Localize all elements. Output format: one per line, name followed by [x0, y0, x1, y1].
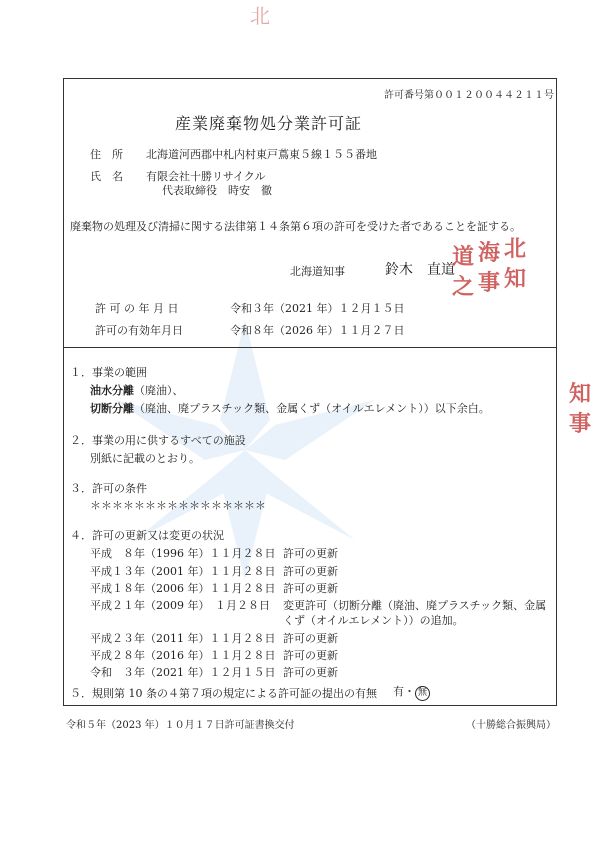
seal-fragment-char: 北: [250, 4, 270, 28]
section1-line2: [90, 400, 490, 416]
name-label: 氏 名: [90, 170, 123, 183]
section1-line1-rest: （廃油）、: [134, 384, 184, 397]
page-title: 産業廃棄物処分業許可証: [175, 114, 363, 133]
company-name: 有限会社十勝リサイクル: [146, 170, 266, 183]
section5-heading: ５．規則第 10 条の４第７項の規定による許可証の提出の有無: [70, 687, 377, 700]
issuer: （十勝総合振興局）: [466, 720, 556, 731]
section2-body: 別紙に記載のとおり。: [90, 452, 200, 465]
section1-line2-rest: （廃油、廃プラスチック類、金属くず（オイルエレメント））以下余白。: [134, 402, 490, 415]
history-date: 平成 ８年（1996 年）１１月２８日: [90, 547, 276, 560]
seal-char: 北: [504, 236, 527, 262]
section2-heading: ２．事業の用に供するすべての施設: [70, 434, 246, 447]
seal-char: 知: [569, 381, 592, 407]
valid-until: 令和８年（2026 年）１１月２７日: [230, 324, 405, 337]
history-date: 平成１８年（2006 年）１１月２８日: [90, 582, 276, 595]
history-desc: 許可の更新: [283, 565, 338, 578]
history-date: 平成２３年（2011 年）１１月２８日: [90, 632, 276, 645]
issue-note: 令和５年（2023 年）１０月１７日許可証書換交付: [66, 720, 295, 731]
history-desc: 許可の更新: [283, 582, 338, 595]
section1-heading: １．事業の範囲: [70, 366, 147, 379]
seal-char: 道: [452, 244, 475, 270]
governor-seal: [448, 232, 548, 317]
address-label: 住 所: [90, 148, 123, 161]
permit-date: 令和３年（2021 年）１２月１５日: [230, 302, 405, 315]
section3-body: ＊＊＊＊＊＊＊＊＊＊＊＊＊＊＊＊: [90, 499, 266, 512]
certification-statement: 廃棄物の処理及び清掃に関する法律第１４条第６項の許可を受けた者であることを証する。: [70, 220, 521, 233]
permit-date-label: 許 可 の 年 月 日: [95, 302, 179, 315]
top-seal-fragment: [250, 0, 310, 28]
history-date: 平成１３年（2001 年）１１月２８日: [90, 565, 276, 578]
edge-seal-fragment: [565, 375, 595, 465]
history-date: 令和 ３年（2021 年）１２月１５日: [90, 666, 276, 679]
history-date: 平成２８年（2016 年）１１月２８日: [90, 649, 276, 662]
valid-until-label: 許可の有効年月日: [95, 324, 183, 337]
history-desc: 許可の更新: [283, 666, 338, 679]
governor-name: 鈴木 直道: [385, 262, 455, 278]
seal-char: 之: [452, 274, 475, 300]
address-value: 北海道河西郡中札内村東戸蔦東５線１５５番地: [146, 148, 377, 161]
history-desc: 許可の更新: [283, 649, 338, 662]
submission-choice: [393, 683, 430, 701]
seal-char: 事: [478, 270, 501, 296]
history-desc: 許可の更新: [283, 547, 338, 560]
representative: 代表取締役 時安 徹: [162, 184, 272, 197]
choice-yes: 有: [393, 685, 404, 698]
section1-line1-bold: 油水分離: [90, 384, 134, 397]
permit-number: 許可番号第００１２００４４２１１号: [384, 90, 554, 101]
history-desc: 許可の更新: [283, 632, 338, 645]
section1-line2-bold: 切断分離: [90, 402, 134, 415]
section1-line1: [90, 382, 184, 398]
section4-heading: ４．許可の更新又は変更の状況: [70, 529, 224, 542]
seal-char: 知: [504, 266, 527, 292]
seal-char: 事: [569, 411, 592, 437]
choice-no-circled: 無: [415, 686, 430, 701]
seal-char: 海: [478, 240, 501, 266]
history-desc: 変更許可（切断分離（廃油、廃プラスチック類、金属: [283, 599, 547, 612]
section3-heading: ３．許可の条件: [70, 482, 147, 495]
history-desc-cont: くず（オイルエレメント））の追加。: [283, 614, 464, 627]
section-divider: [63, 347, 557, 348]
history-date: 平成２１年（2009 年） １月２８日: [90, 599, 270, 612]
governor-title: 北海道知事: [290, 265, 345, 278]
choice-separator: ・: [404, 685, 415, 698]
